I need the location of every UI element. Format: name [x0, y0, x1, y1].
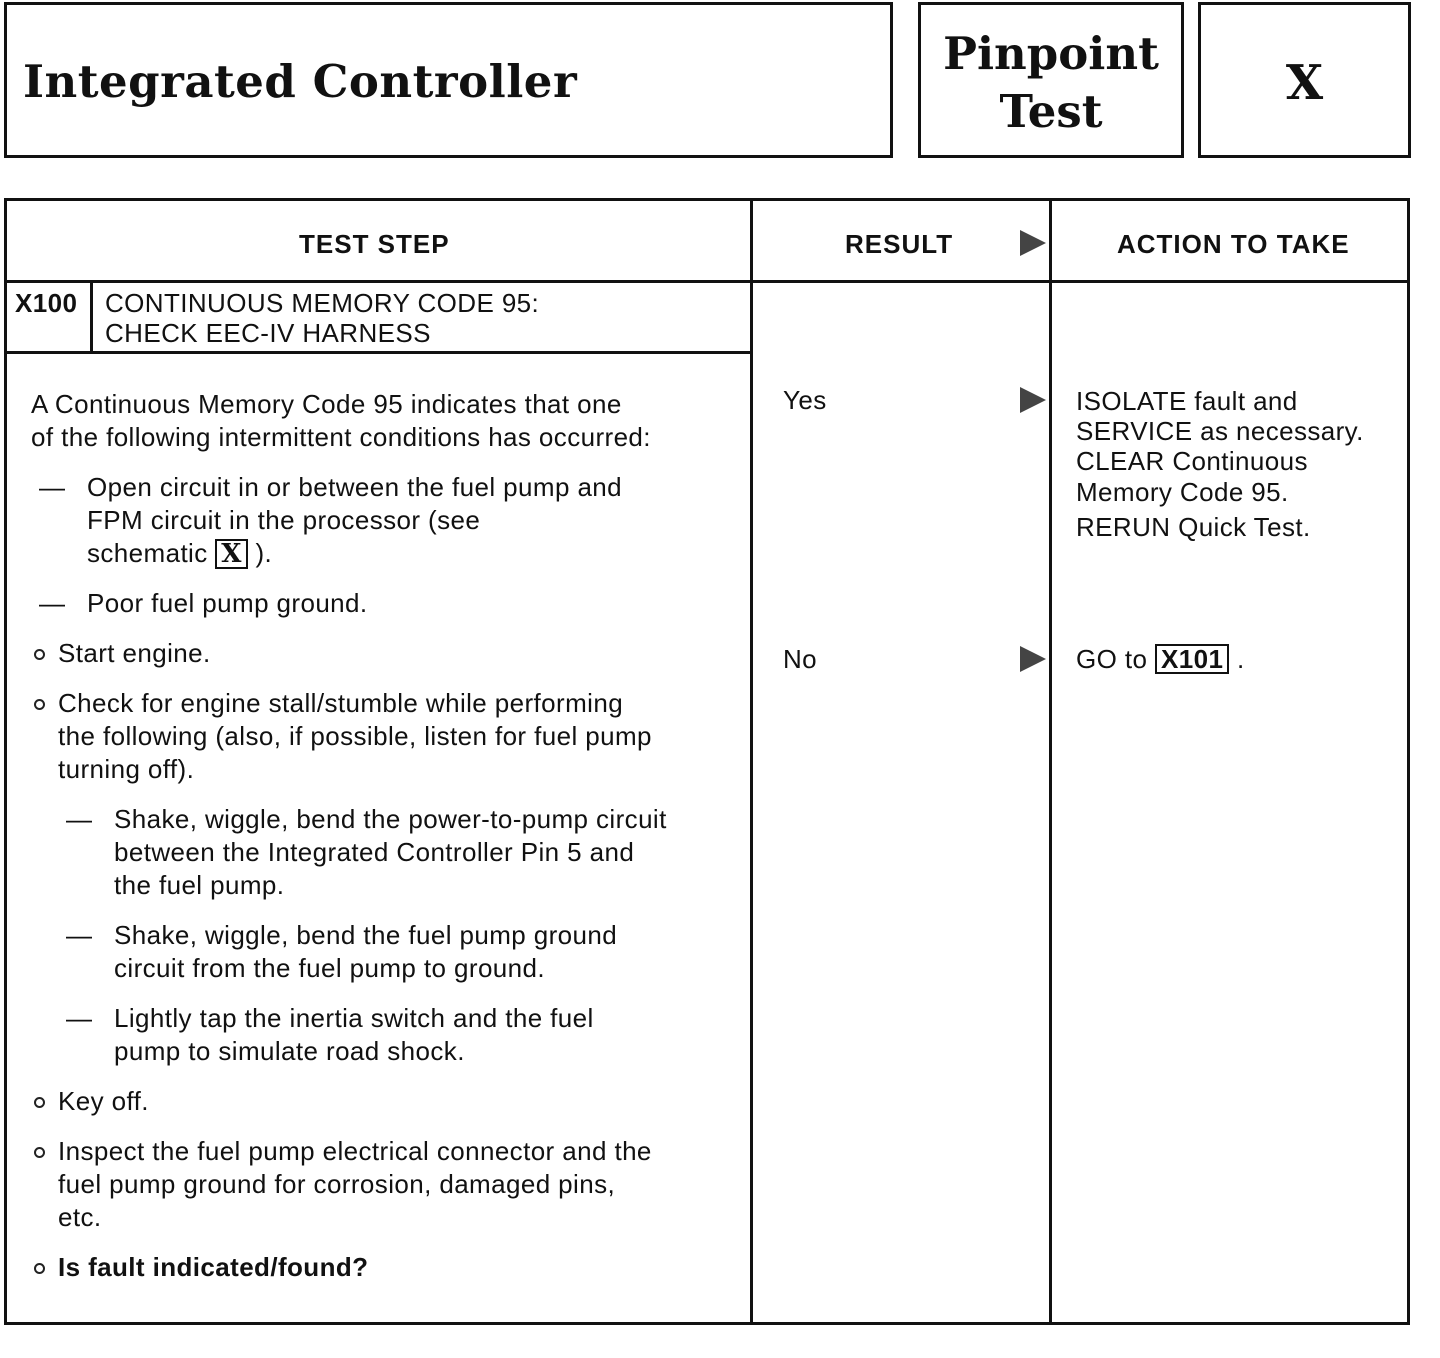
substep1-line2: between the Integrated Controller Pin 5 and	[114, 837, 635, 867]
step-key-off: Key off.	[58, 1086, 149, 1116]
step-id: X100	[15, 288, 78, 318]
step-inspect-line1: Inspect the fuel pump electrical connector and the	[58, 1136, 652, 1166]
dash-marker: —	[39, 588, 65, 618]
document-title: Integrated Controller	[23, 55, 578, 108]
step-title-divider	[7, 351, 752, 354]
substep1-line1: Shake, wiggle, bend the power-to-pump circuit	[114, 804, 667, 834]
pinpoint-label-line1: Pinpoint	[943, 27, 1159, 80]
column-header-test-step: TEST STEP	[299, 229, 450, 259]
bullet-icon	[34, 699, 45, 710]
action-yes-line1: ISOLATE fault and	[1076, 386, 1298, 416]
pinpoint-test-box	[918, 2, 1184, 158]
dash-marker: —	[66, 920, 92, 950]
test-letter: X	[1285, 55, 1324, 111]
step-check-stall-line1: Check for engine stall/stumble while performing	[58, 688, 624, 718]
step-start-engine: Start engine.	[58, 638, 211, 668]
condition1-line1: Open circuit in or between the fuel pump and	[87, 472, 623, 502]
step-check-stall-line3: turning off).	[58, 754, 195, 784]
step-check-stall-line2: the following (also, if possible, listen for fuel pump	[58, 721, 652, 751]
dash-marker: —	[66, 804, 92, 834]
step-inspect-line2: fuel pump ground for corrosion, damaged pins,	[58, 1169, 616, 1199]
no-arrow-icon	[1020, 646, 1046, 672]
condition1-line2: FPM circuit in the processor (see	[87, 505, 481, 535]
substep3-line2: pump to simulate road shock.	[114, 1036, 465, 1066]
dash-marker: —	[39, 472, 65, 502]
bullet-icon	[34, 1097, 45, 1108]
action-yes-line5: RERUN Quick Test.	[1076, 512, 1311, 542]
schematic-x-reference[interactable]: X	[215, 539, 248, 569]
substep2-line1: Shake, wiggle, bend the fuel pump ground	[114, 920, 618, 950]
test-letter-box	[1198, 2, 1411, 158]
result-no: No	[783, 644, 818, 674]
action-no-text: GO to	[1076, 644, 1148, 674]
yes-arrow-icon	[1020, 387, 1046, 413]
pinpoint-test-table	[4, 198, 1410, 1325]
bullet-icon	[34, 1263, 45, 1274]
fault-question: Is fault indicated/found?	[58, 1252, 369, 1282]
dash-marker: —	[66, 1003, 92, 1033]
substep3-line1: Lightly tap the inertia switch and the fuel	[114, 1003, 594, 1033]
step-title-line1: CONTINUOUS MEMORY CODE 95:	[105, 288, 540, 318]
action-yes-line3: CLEAR Continuous	[1076, 446, 1308, 476]
intro-line2: of the following intermittent conditions has occurred:	[31, 422, 651, 452]
result-arrow-icon	[1020, 230, 1046, 256]
step-inspect-line3: etc.	[58, 1202, 102, 1232]
x101-reference[interactable]: X101	[1155, 644, 1229, 674]
bullet-icon	[34, 1147, 45, 1158]
substep2-line2: circuit from the fuel pump to ground.	[114, 953, 546, 983]
result-yes: Yes	[783, 385, 827, 415]
substep1-line3: the fuel pump.	[114, 870, 285, 900]
bullet-icon	[34, 649, 45, 660]
condition1-schematic-text: schematic	[87, 538, 208, 568]
pinpoint-label-line2: Test	[999, 85, 1103, 138]
condition1-close-text: ).	[255, 538, 273, 568]
step-title-line2: CHECK EEC-IV HARNESS	[105, 318, 431, 348]
condition2: Poor fuel pump ground.	[87, 588, 368, 618]
action-no	[1076, 643, 1245, 676]
action-no-period: .	[1236, 644, 1245, 674]
header-title-box	[4, 2, 893, 158]
header-row-divider	[7, 280, 1410, 283]
pinpoint-test-label	[921, 25, 1181, 141]
action-yes-line2: SERVICE as necessary.	[1076, 416, 1364, 446]
column-header-action: ACTION TO TAKE	[1117, 229, 1350, 259]
intro-line1: A Continuous Memory Code 95 indicates that one	[31, 389, 622, 419]
column-divider-action	[1049, 201, 1052, 1325]
action-yes-line4: Memory Code 95.	[1076, 477, 1289, 507]
column-header-result: RESULT	[845, 229, 954, 259]
condition1-line3	[87, 537, 272, 570]
step-id-divider	[90, 281, 93, 353]
column-divider-result	[750, 201, 753, 1325]
